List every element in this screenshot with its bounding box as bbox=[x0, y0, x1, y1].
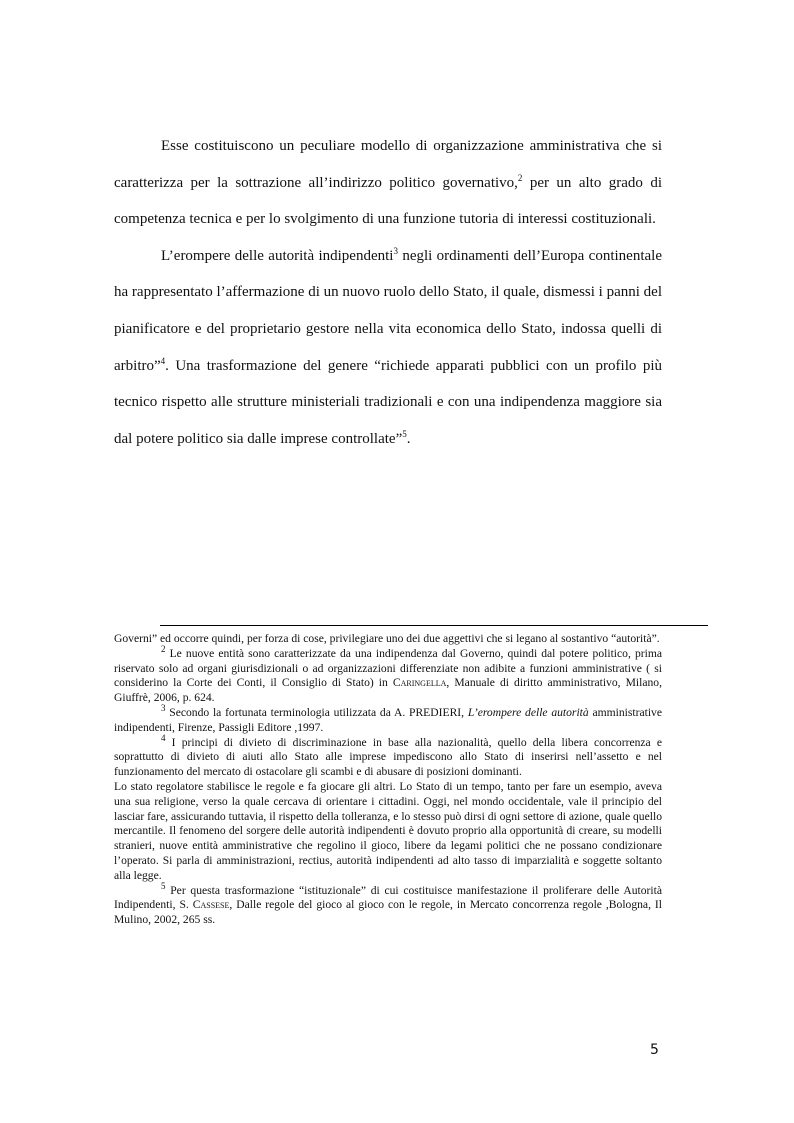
footnote-number: 5 bbox=[161, 880, 166, 891]
footnote-ref-5[interactable]: 5 bbox=[402, 428, 407, 439]
page-number: 5 bbox=[650, 1042, 659, 1058]
body-text bbox=[114, 128, 662, 457]
footnote-3 bbox=[114, 703, 662, 736]
footnote-author: Cassese bbox=[192, 898, 230, 912]
footnote-text-tail: , Manuale di diritto amministrativo, Milano, Giuffrè, 2006, p. 624. bbox=[114, 676, 662, 705]
footnote-text: Secondo la fortunata terminologia utilizzata da A. PREDIERI, bbox=[165, 705, 468, 719]
footnote-ref-3[interactable]: 3 bbox=[393, 245, 398, 256]
footnote-2 bbox=[114, 643, 662, 706]
footnote-continuation: Governi” ed occorre quindi, per forza di cose, privilegiare uno dei due aggettivi che si legano al sostantivo “autorità”. bbox=[114, 632, 660, 645]
footnote-author: Caringella bbox=[392, 676, 447, 690]
paragraph-2-text-quote: . Una trasformazione del genere “richiede apparati pubblici con un profilo più tecnico rispetto alle strutture ministeriali tradizionali e con una indipendenza maggiore sia dal potere politico sia dalle imprese controllate” bbox=[114, 357, 662, 447]
footnote-4-extra: Lo stato regolatore stabilisce le regole e fa giocare gli altri. Lo Stato di un tempo, tanto per fare un esempio, aveva una sua religione, verso la quale cercava di orientare i cittadini. Oggi, nel mondo occidentale, vale il principio del lasciar fare, assicurando tuttavia, il rispetto della tolleranza, e lo stesso può dirsi di ogni settore di azione, quale quello mercantile. Il fenomeno del sorgere delle autorità indipendenti è dovuto proprio alla opportunità di creare, su modelli stranieri, nuove entità amministrative che regolino il gioco, libere da legami politici che ne possano condizionare l’operato. Si parla di amministrazioni, rectius, autorità indipendenti ad alto tasso di imparzialità e soggette soltanto alla legge. bbox=[114, 779, 662, 882]
paragraph-2-end: . bbox=[406, 430, 411, 447]
paragraph-2-text: L’erompere delle autorità indipendenti bbox=[161, 247, 394, 264]
footnote-text-tail: , Dalle regole del gioco al gioco con le regole, in Mercato concorrenza regole ,Bologna, Il Mulino, 2002, 265 ss. bbox=[114, 898, 663, 927]
footnote-text: Per questa trasformazione “istituzionale” di cui costituisce manifestazione il proliferare delle Autorità Indipendenti, S. bbox=[114, 883, 662, 912]
footnotes bbox=[114, 632, 662, 928]
footnote-text-tail: amministrative indipendenti, Firenze, Passigli Editore ,1997. bbox=[114, 705, 662, 734]
footnote-number: 3 bbox=[161, 703, 166, 714]
footnote-number: 4 bbox=[161, 732, 166, 743]
footnote-5 bbox=[114, 880, 663, 928]
paragraph-1-text: Esse costituiscono un peculiare modello di organizzazione amministrativa che si caratterizza per la sottrazione all’indirizzo politico governativo, bbox=[114, 138, 662, 191]
footnote-text: Le nuove entità sono caratterizzate da una indipendenza dal Governo, quindi dal potere politico, prima riservato solo ad organi giurisdizionali o ad organizzazioni differenziate non adibite a funzioni amministrative ( si considerino la Corte dei Conti, il Consiglio di Stato) in bbox=[114, 646, 662, 690]
footnote-ref-2[interactable]: 2 bbox=[517, 172, 523, 183]
footnote-ref-4[interactable]: 4 bbox=[160, 355, 166, 366]
footnote-title: L’erompere delle autorità bbox=[467, 705, 589, 719]
footnote-text: I principi di divieto di discriminazione in base alla nazionalità, quello della libera concorrenza e soprattutto di divieto di aiuti allo Stato alle imprese impediscono allo Stato di inserirsi nell’assetto e nel funzionamento del mercato di ostacolare gli scambi e di abusare di posizioni dominanti. bbox=[114, 735, 662, 779]
footnote-separator bbox=[160, 625, 708, 626]
paragraph-1 bbox=[114, 128, 662, 238]
paragraph-2-text-cont: negli ordinamenti dell’Europa continentale ha rappresentato l’affermazione di un nuovo ruolo dello Stato, il quale, dismessi i panni del pianificatore e del proprietario gestore nella vita economica dello Stato, indossa quelli di arbitro” bbox=[114, 247, 662, 374]
paragraph-2 bbox=[114, 238, 662, 458]
footnote-4 bbox=[114, 732, 662, 780]
footnote-number: 2 bbox=[161, 643, 166, 654]
paragraph-1-text-cont: per un alto grado di competenza tecnica e per lo svolgimento di una funzione tutoria di interessi costituzionali. bbox=[114, 174, 662, 228]
